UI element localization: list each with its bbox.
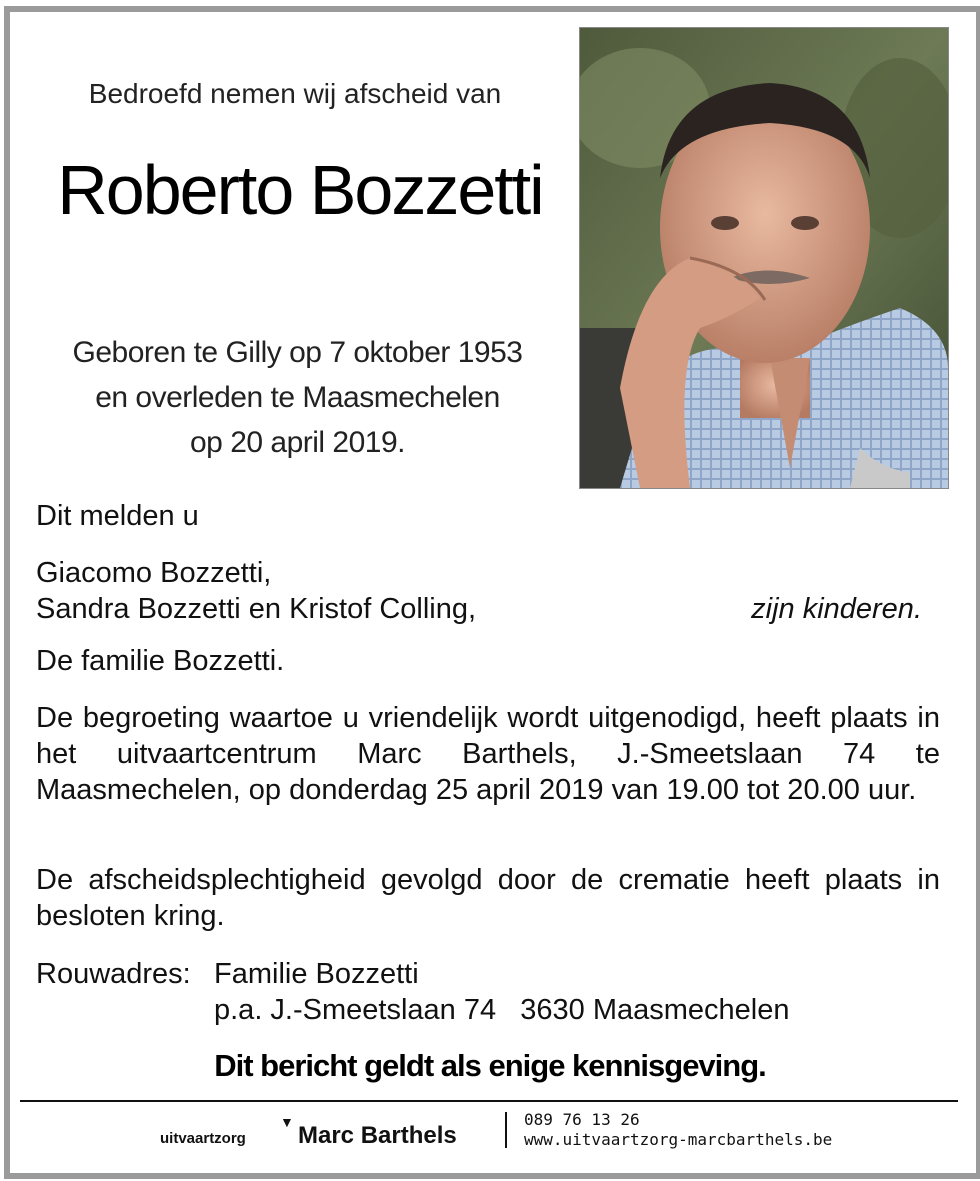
footer-rule	[20, 1100, 958, 1102]
website-link[interactable]: www.uitvaartzorg-marcbarthels.be	[524, 1130, 833, 1149]
closing-statement: Dit bericht geldt als enige kennisgeving.	[214, 1048, 766, 1083]
triangle-down-icon: ▼	[280, 1114, 294, 1130]
ceremony-paragraph: De afscheidsplechtigheid gevolgd door de crematie heeft plaats in besloten kring.	[36, 864, 940, 932]
brand-prefix: uitvaartzorg	[160, 1130, 246, 1147]
contact-info	[524, 1110, 832, 1150]
mourning-address	[36, 956, 940, 1028]
address-row	[36, 956, 940, 992]
intro-text: Bedroefd nemen wij afscheid van	[88, 78, 502, 109]
address-line: p.a. J.-Smeetslaan 74 3630 Maasmechelen	[214, 994, 790, 1026]
family-relation: zijn kinderen.	[751, 593, 922, 625]
family-block	[36, 555, 940, 627]
birth-death-details	[20, 330, 575, 465]
phone-number: 089 76 13 26	[524, 1110, 640, 1129]
born-line: en overleden te Maasmechelen	[95, 381, 500, 414]
born-line: op 20 april 2019.	[189, 426, 405, 459]
footer	[0, 1108, 980, 1158]
address-label: Rouwadres:	[36, 958, 191, 990]
family-line: Sandra Bozzetti en Kristof Colling,	[36, 593, 477, 625]
visitation-paragraph: De begroeting waartoe u vriendelijk wordt uitgenodigd, heeft plaats in het uitvaartcentrum Marc Barthels, J.-Smeetslaan 74 te Maasmechelen, op donderdag 25 april 2019 van 19.00 tot 20.00 uur.	[36, 702, 940, 806]
announce-text: Dit melden u	[36, 500, 199, 532]
family-row	[36, 591, 940, 627]
deceased-name: Roberto Bozzetti	[57, 151, 543, 229]
brand-name: Marc Barthels	[298, 1122, 457, 1149]
footer-divider	[505, 1112, 507, 1148]
portrait-photo	[579, 27, 949, 489]
address-line: Familie Bozzetti	[214, 958, 419, 990]
born-line: Geboren te Gilly op 7 oktober 1953	[72, 336, 523, 369]
family-line: Giacomo Bozzetti,	[36, 557, 272, 589]
family-name-line: De familie Bozzetti.	[36, 645, 285, 677]
